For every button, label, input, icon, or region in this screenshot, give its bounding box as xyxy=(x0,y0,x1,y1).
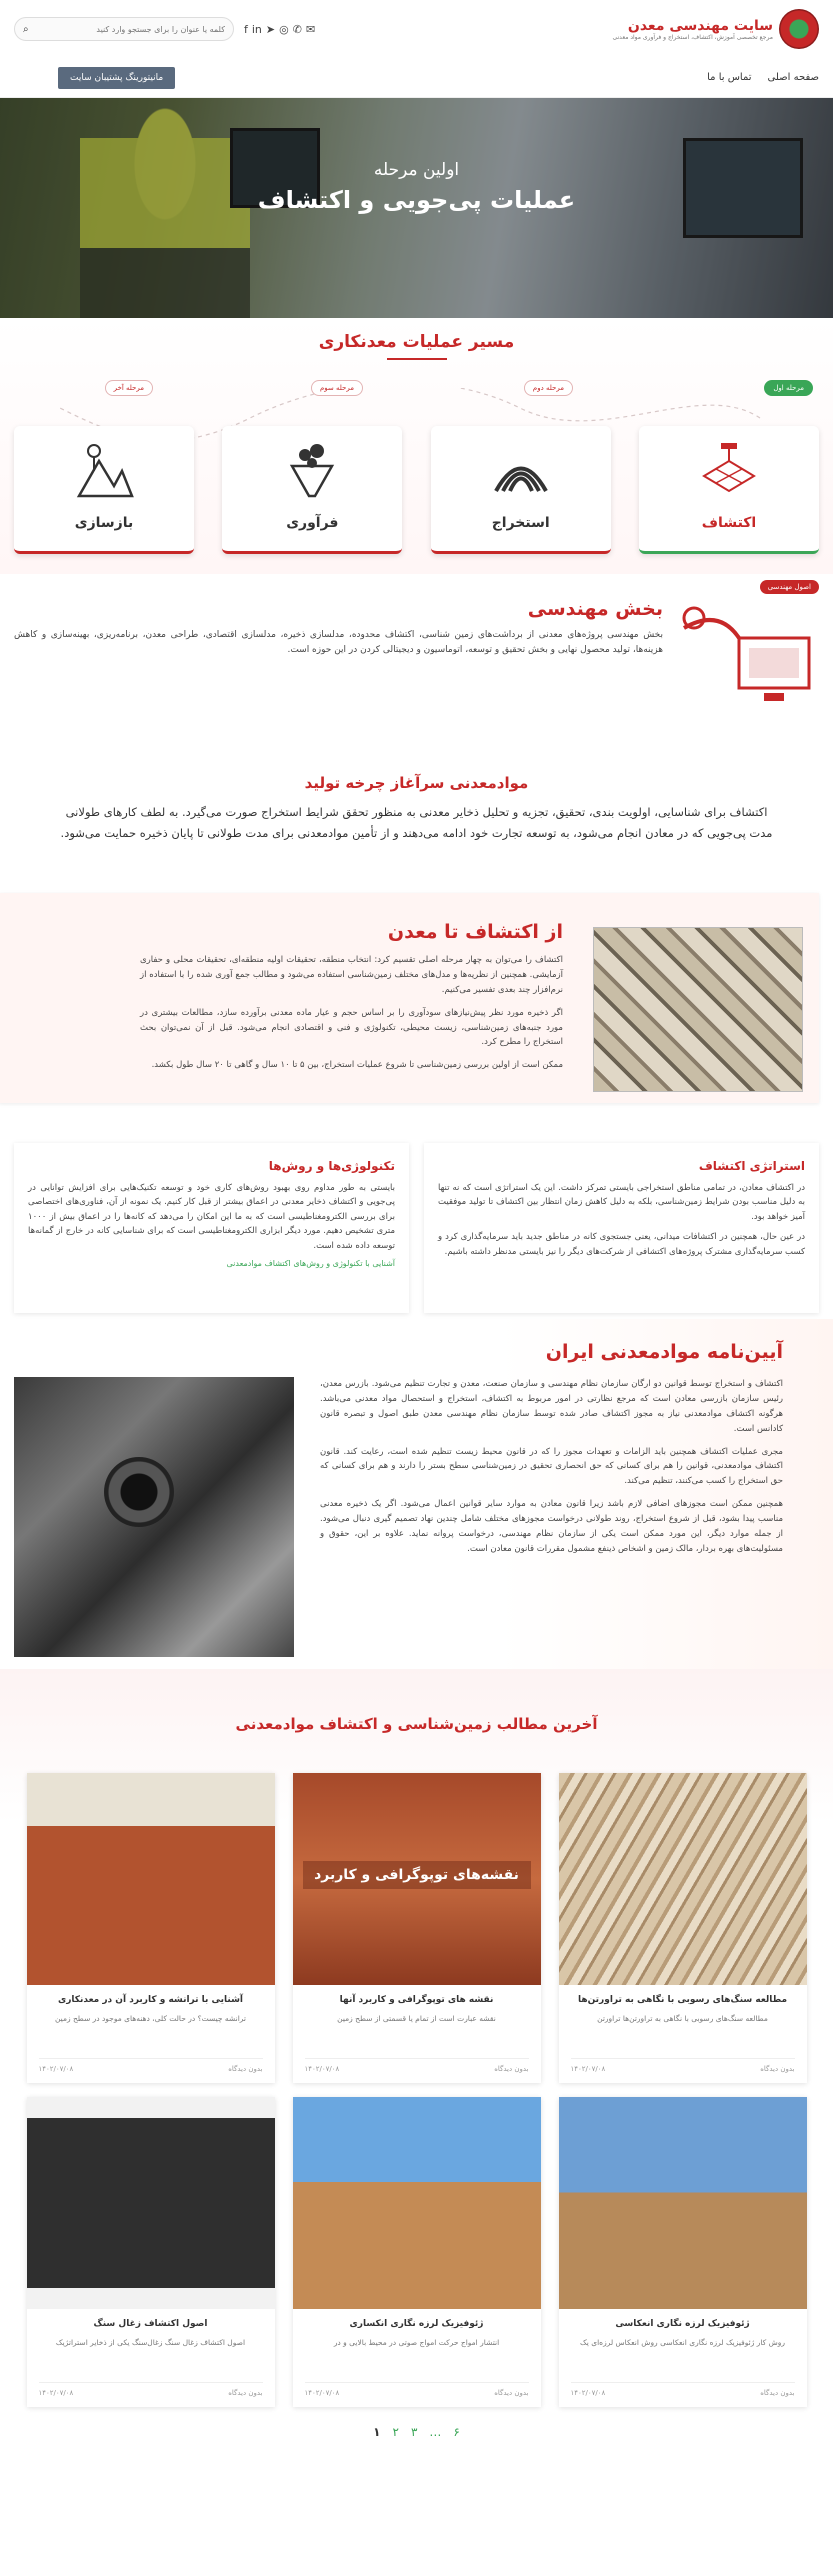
page-link[interactable]: ۱ xyxy=(373,2425,381,2439)
stage-tag-2: مرحله دوم xyxy=(524,380,573,396)
post-thumbnail[interactable] xyxy=(27,2097,275,2309)
whatsapp-icon[interactable]: ✆ xyxy=(292,22,302,36)
thumbnail-caption: نقشه‌های توپوگرافی و کاربرد xyxy=(303,1861,531,1889)
post-thumbnail[interactable] xyxy=(559,2097,807,2309)
core-samples-image xyxy=(593,927,803,1092)
logo-subtitle: مرجع تخصصی آموزش، اکتشاف، استخراج و فرآوری مواد معدنی xyxy=(612,33,773,41)
nav-home[interactable]: صفحه اصلی xyxy=(767,72,819,83)
reclamation-icon xyxy=(74,441,134,501)
technology-column xyxy=(14,1143,409,1313)
post-thumbnail[interactable] xyxy=(27,1773,275,1985)
post-title[interactable]: ژئوفیزیک لرزه نگاری انکساری xyxy=(349,2319,484,2329)
card-exploration[interactable] xyxy=(639,426,819,554)
engineering-text: بخش مهندسی پروژه‌های معدنی از برداشت‌های زمین شناسی، اکتشاف محدوده، مدلسازی ذخیره، مدلسازی اقتصادی، طراحی معدن، برنامه‌ریزی، بهینه‌سازی و کاهش هزینه‌ها، تولید محصول نهایی و بخش تحقیق و توسعه، اتوماسیون و دیجیتالی کردن در این حوزه است. xyxy=(14,630,663,656)
facebook-icon[interactable]: f xyxy=(244,22,248,36)
explore-paragraph: اکتشاف را می‌توان به چهار مرحله اصلی تقسیم کرد: انتخاب منطقه، تحقیقات اولیه منطقه‌ای، تحقیقات محلی و حفاری آزمایشی. همچنین از نظریه‌ها و مدل‌های مختلف زمین‌شناسی استفاده می‌شود و مطالب جمع آوری شده را با استفاده از نرم‌افزار چند بعدی تفسیر می‌کنیم. xyxy=(140,955,563,995)
strategy-paragraph: در اکتشاف معادن، در تمامی مناطق استخراجی بایستی تمرکز داشت. این یک استراتژی است که نه تنها به دلیل مناسب بودن شرایط زمین‌شناسی، بلکه به دلیل کاهش زمان انتظار بین اکتشاف تا تولید موفقیت آمیز خواهد بود. xyxy=(438,1183,805,1222)
post-comments: بدون دیدگاه xyxy=(760,2065,795,2073)
social-links xyxy=(244,23,315,36)
magnifier-image xyxy=(14,1377,294,1657)
post-comments: بدون دیدگاه xyxy=(228,2065,263,2073)
explore-paragraph: اگر ذخیره مورد نظر پیش‌نیازهای سودآوری را بر اساس حجم و عیار ماده معدنی برآورده سازد، مطالعات بیشتری در مورد جنبه‌های زمین‌شناسی، زیست محیطی، تکنولوژی و فنی و اقتصادی انجام می‌شود. قبل از آن نمی‌توان بحث استخراج را مطرح کرد. xyxy=(140,1007,563,1048)
post-title[interactable]: نقشه های توپوگرافی و کاربرد آنها xyxy=(339,1995,494,2005)
card-reclamation[interactable] xyxy=(14,426,194,554)
linkedin-icon[interactable]: in xyxy=(251,22,262,36)
search-input[interactable] xyxy=(35,25,225,34)
post-title[interactable]: ژئوفیزیک لرزه نگاری انعکاسی xyxy=(615,2319,750,2329)
post-date: ۱۴۰۲/۰۷/۰۸ xyxy=(304,2065,340,2073)
post-comments: بدون دیدگاه xyxy=(760,2389,795,2397)
latest-posts-title: آخرین مطالب زمین‌شناسی و اکتشاف موادمعدنی xyxy=(235,1715,598,1733)
pagination xyxy=(0,2425,833,2439)
post-excerpt: ترانشه چیست؟ در حالت کلی، دهنه‌های موجود در سطح زمین xyxy=(54,2014,247,2023)
instagram-icon[interactable]: ◎ xyxy=(279,22,289,36)
engineering-section xyxy=(0,574,833,729)
post-card[interactable] xyxy=(293,1773,541,2083)
site-logo[interactable] xyxy=(613,9,820,49)
page-link[interactable]: ۶ xyxy=(453,2425,460,2439)
hero-banner xyxy=(0,98,833,318)
post-card[interactable] xyxy=(559,2097,807,2407)
search-icon[interactable]: ⌕ xyxy=(23,23,29,35)
post-card[interactable] xyxy=(27,1773,275,2083)
email-icon[interactable]: ✉ xyxy=(305,22,316,36)
post-excerpt: روش کار ژئوفیزیک لرزه نگاری انعکاسی روش انعکاس لرزه‌ای یک xyxy=(580,2338,785,2347)
page-link[interactable]: ۳ xyxy=(410,2425,418,2439)
strategy-column xyxy=(424,1143,819,1313)
technology-link[interactable]: آشنایی با تکنولوژی و روش‌های اکتشاف موادمعدنی xyxy=(226,1259,395,1269)
top-bar xyxy=(0,0,833,58)
intro-title: موادمعدنی سرآغاز چرخه تولید xyxy=(304,774,529,792)
latest-posts-section xyxy=(0,1669,833,2439)
logo-title: سایت مهندسی معدن xyxy=(627,17,773,34)
stage-tag-4: مرحله آخر xyxy=(105,380,153,396)
strategy-tech-section xyxy=(0,1129,833,1319)
strategy-title: استراتژی اکتشاف xyxy=(698,1159,805,1173)
regulations-section xyxy=(0,1319,833,1669)
page-link[interactable]: ۲ xyxy=(392,2425,399,2439)
post-thumbnail[interactable] xyxy=(293,1773,541,1985)
post-card[interactable] xyxy=(27,2097,275,2407)
post-date: ۱۴۰۲/۰۷/۰۸ xyxy=(38,2065,74,2073)
mining-path-section xyxy=(0,318,833,574)
card-label-processing: فرآوری xyxy=(286,515,339,531)
stage-cards xyxy=(14,426,819,554)
card-extraction[interactable] xyxy=(431,426,611,554)
processing-icon xyxy=(287,441,337,501)
post-title[interactable]: اصول اکتشاف زغال سنگ xyxy=(93,2319,208,2329)
stage-tag-3: مرحله سوم xyxy=(311,380,363,396)
hero-title: عملیات پی‌جویی و اکتشاف xyxy=(257,186,576,214)
posts-grid xyxy=(0,1773,833,2407)
support-button[interactable]: مانیتورینگ پشتیبان سایت xyxy=(58,67,175,89)
post-card[interactable] xyxy=(293,2097,541,2407)
post-thumbnail[interactable] xyxy=(293,2097,541,2309)
telegram-icon[interactable]: ➤ xyxy=(265,22,276,36)
nav-contact[interactable]: تماس با ما xyxy=(707,72,752,83)
post-date: ۱۴۰۲/۰۷/۰۸ xyxy=(38,2389,74,2397)
post-excerpt: انتشار امواج حرکت امواج صوتی در محیط بالایی و در xyxy=(333,2338,500,2347)
regulations-paragraph: اکتشاف و استخراج توسط قوانین دو ارگان سازمان نظام مهندسی و سازمان صنعت، معدن و تجارت تنظیم می‌شود. بازرس معدن، رئیس سازمان بازرسی معادن است که مرجع نظارتی در امور مربوط به اکتشاف، استخراج و استحصال مواد معدنی می‌باشد. هرگونه اکتشاف موادمعدنی نیاز به مجوز اکتشاف صادر شده توسط سازمان نظام مهندسی معدن طبق اصول و تبصره قانون کادانس است. xyxy=(320,1379,783,1434)
engineering-illustration-icon xyxy=(679,598,819,718)
regulations-paragraph: همچنین ممکن است مجوزهای اضافی لازم باشد زیرا قانون معادن به موارد سایر قوانین اعمال می‌شود. اگر یک ذخیره معدنی مناسب پیدا بشود، قبل از شروع استخراج، روند طولانی درخواست مجوزهای مختلف شامل چندین نهاد تصمیم گیری دنبال می‌شود. از جمله موارد دیگر، این مورد ممکن است یکی از سازمان نظام مهندسی، درخواست پروانه نماید. علاوه بر این، حقوق و مسئولیت‌های بهره بردار، مالک زمین و اشخاص ذینفع مشمول مقررات قانون معادن است. xyxy=(320,1499,783,1554)
post-title[interactable]: آشنایی با ترانشه و کاربرد آن در معدنکاری xyxy=(57,1995,244,2005)
header-tools xyxy=(14,17,315,41)
explore-paragraph: ممکن است از اولین بررسی زمین‌شناسی تا شروع عملیات استخراج، بین ۵ تا ۱۰ سال و گاهی تا ۲۰ سال طول بکشد. xyxy=(151,1060,563,1071)
regulations-paragraph: مجری عملیات اکتشاف همچنین باید الزامات و تعهدات مجوز را که در قانون محیط زیست تنظیم شده است، رعایت کند. قانون اکتشاف موادمعدنی، قوانین را هم برای کسانی که حق انحصاری تحقیق در زمین‌شناسی سطح بستر را دارند و هم برای کسانی که حق استخراج را کسب می‌کنند، تنظیم می‌کند. xyxy=(320,1446,783,1487)
post-comments: بدون دیدگاه xyxy=(228,2389,263,2397)
post-date: ۱۴۰۲/۰۷/۰۸ xyxy=(570,2389,606,2397)
card-label-exploration: اکتشاف xyxy=(701,515,757,531)
technology-paragraph: بایستی به طور مداوم روی بهبود روش‌های کاری خود و توسعه تکنیک‌هایی برای افزایش توانایی در پی‌جویی و اکتشاف ذخایر معدنی در اعماق بیشتر از قبل کار کنیم. یک نمونه از آن، فناوری‌های اختصاصی برای بررسی الکترومغناطیسی است که به ما این امکان را می‌دهد که کانه‌ها را در اعماق بیش از ۱۰۰۰ متری تشخیص دهیم. مورد دیگر ابزاری الکترومغناطیسی است که برای شناسایی کانه در خارج از گمانه‌ها توسعه داده شده است. xyxy=(28,1183,395,1251)
strategy-paragraph: در عین حال، همچنین در اکتشافات میدانی، یعنی جستجوی کانه در مناطق جدید باید سرمایه‌گذاری کرد و کسب سرمایه‌گذاری مشترک پروژه‌های اکتشافی از شرکت‌های دیگر را نیز بایستی مدنظر داشته باشیم. xyxy=(438,1232,805,1257)
mining-path-title: مسیر عملیات معدنکاری xyxy=(318,332,515,352)
post-comments: بدون دیدگاه xyxy=(494,2389,529,2397)
explore-to-mine-section xyxy=(0,879,833,1129)
page-link[interactable]: … xyxy=(429,2425,442,2439)
exploration-icon xyxy=(699,441,759,501)
post-date: ۱۴۰۲/۰۷/۰۸ xyxy=(570,2065,606,2073)
post-title[interactable]: مطالعه سنگ‌های رسوبی با نگاهی به تراورتن‌ها xyxy=(577,1995,788,2005)
engineering-title: بخش مهندسی xyxy=(527,598,663,620)
explore-to-mine-title: از اکتشاف تا معدن xyxy=(387,921,563,943)
post-date: ۱۴۰۲/۰۷/۰۸ xyxy=(304,2389,340,2397)
hero-subtitle: اولین مرحله xyxy=(373,160,460,180)
extraction-icon xyxy=(491,451,551,501)
post-comments: بدون دیدگاه xyxy=(494,2065,529,2073)
card-label-extraction: استخراج xyxy=(491,515,550,531)
post-card[interactable] xyxy=(559,1773,807,2083)
card-processing[interactable] xyxy=(222,426,402,554)
logo-gear-icon xyxy=(779,9,819,49)
main-nav xyxy=(0,58,833,98)
engineering-tag: اصول مهندسی xyxy=(760,580,819,594)
regulations-title: آیین‌نامه موادمعدنی ایران xyxy=(545,1341,783,1363)
card-label-reclamation: بازسازی xyxy=(74,515,134,531)
intro-section xyxy=(0,729,833,879)
post-excerpt: اصول اکتشاف زغال سنگ زغال‌سنگ یکی از ذخایر استراتژیک xyxy=(55,2338,246,2347)
search-box[interactable] xyxy=(14,17,234,41)
post-thumbnail[interactable] xyxy=(559,1773,807,1985)
stage-tag-1: مرحله اول xyxy=(764,380,813,396)
post-excerpt: نقشه عبارت است از تمام یا قسمتی از سطح زمین xyxy=(337,2014,496,2023)
post-excerpt: مطالعه سنگ‌های رسوبی با نگاهی به تراورتن‌ها تراورتن xyxy=(597,2014,768,2023)
technology-title: تکنولوژی‌ها و روش‌ها xyxy=(268,1159,395,1173)
intro-text: اکتشاف برای شناسایی، اولویت بندی، تحقیق، تجزیه و تحلیل ذخایر معدنی به منظور تحقق شرایط استخراج صورت می‌گیرد. به لطف کارهای طولانی مدت پی‌جویی که در معادن انجام می‌شود، به توسعه تجارت خود ادامه می‌دهند و از تأمین موادمعدنی برای مدت طولانی تا پایان ذخیره حمایت می‌شود. xyxy=(60,805,773,840)
